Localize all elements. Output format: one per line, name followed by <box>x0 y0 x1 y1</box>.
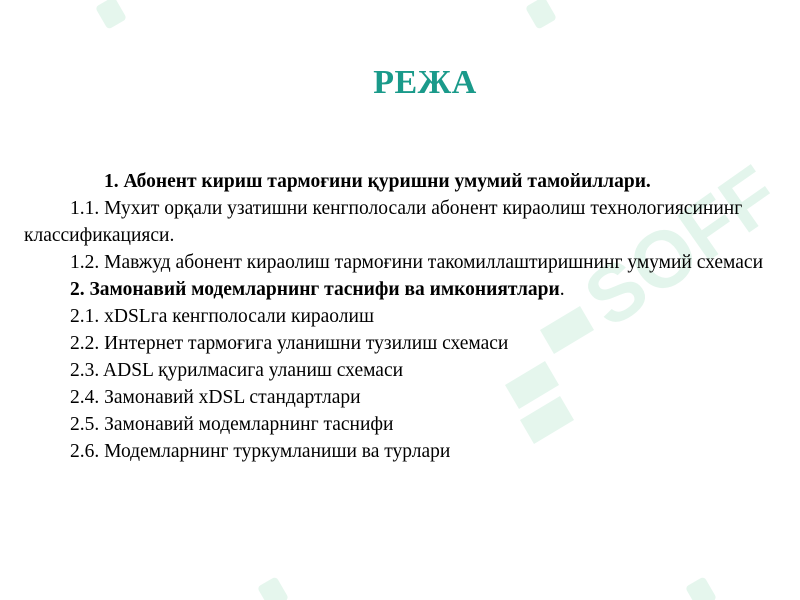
outline-item-2-2: 2.2. Интернет тармоғига уланишни тузилиш схемаси <box>70 333 509 354</box>
outline-item-2-4: 2.4. Замонавий xDSL стандартлари <box>70 387 361 408</box>
section-2-heading <box>24 276 764 303</box>
outline-list <box>24 168 764 465</box>
page-title: РЕЖА <box>373 64 477 101</box>
outline-item-2-6: 2.6. Модемларнинг туркумланиши ва турлари <box>70 441 451 462</box>
watermark-mark <box>685 576 717 600</box>
watermark-mark <box>95 0 127 30</box>
section-2-heading-period: . <box>559 279 565 300</box>
watermark-mark <box>257 576 289 600</box>
outline-item-2-5: 2.5. Замонавий модемларнинг таснифи <box>70 414 394 435</box>
outline-item-1-1: 1.1. Мухит орқали узатишни кенгполосали абонент кираолиш технологиясининг классификацияси. <box>24 198 743 246</box>
outline-item-2-3: 2.3. ADSL қурилмасига уланиш схемаси <box>70 360 404 381</box>
outline-item-1-2: 1.2. Мавжуд абонент кираолиш тармоғини такомиллаштиришнинг умумий схемаси <box>70 252 764 273</box>
section-2-heading-text: 2. Замонавий модемларнинг таснифи ва имкониятлари <box>70 279 560 300</box>
section-1-heading: 1. Абонент кириш тармоғини қуришни умумий тамойиллари. <box>104 171 651 192</box>
outline-item-2-1: 2.1. xDSLга кенгполосали кираолиш <box>70 306 374 327</box>
watermark-mark <box>525 0 557 30</box>
watermark-text: SOFF <box>568 148 795 344</box>
